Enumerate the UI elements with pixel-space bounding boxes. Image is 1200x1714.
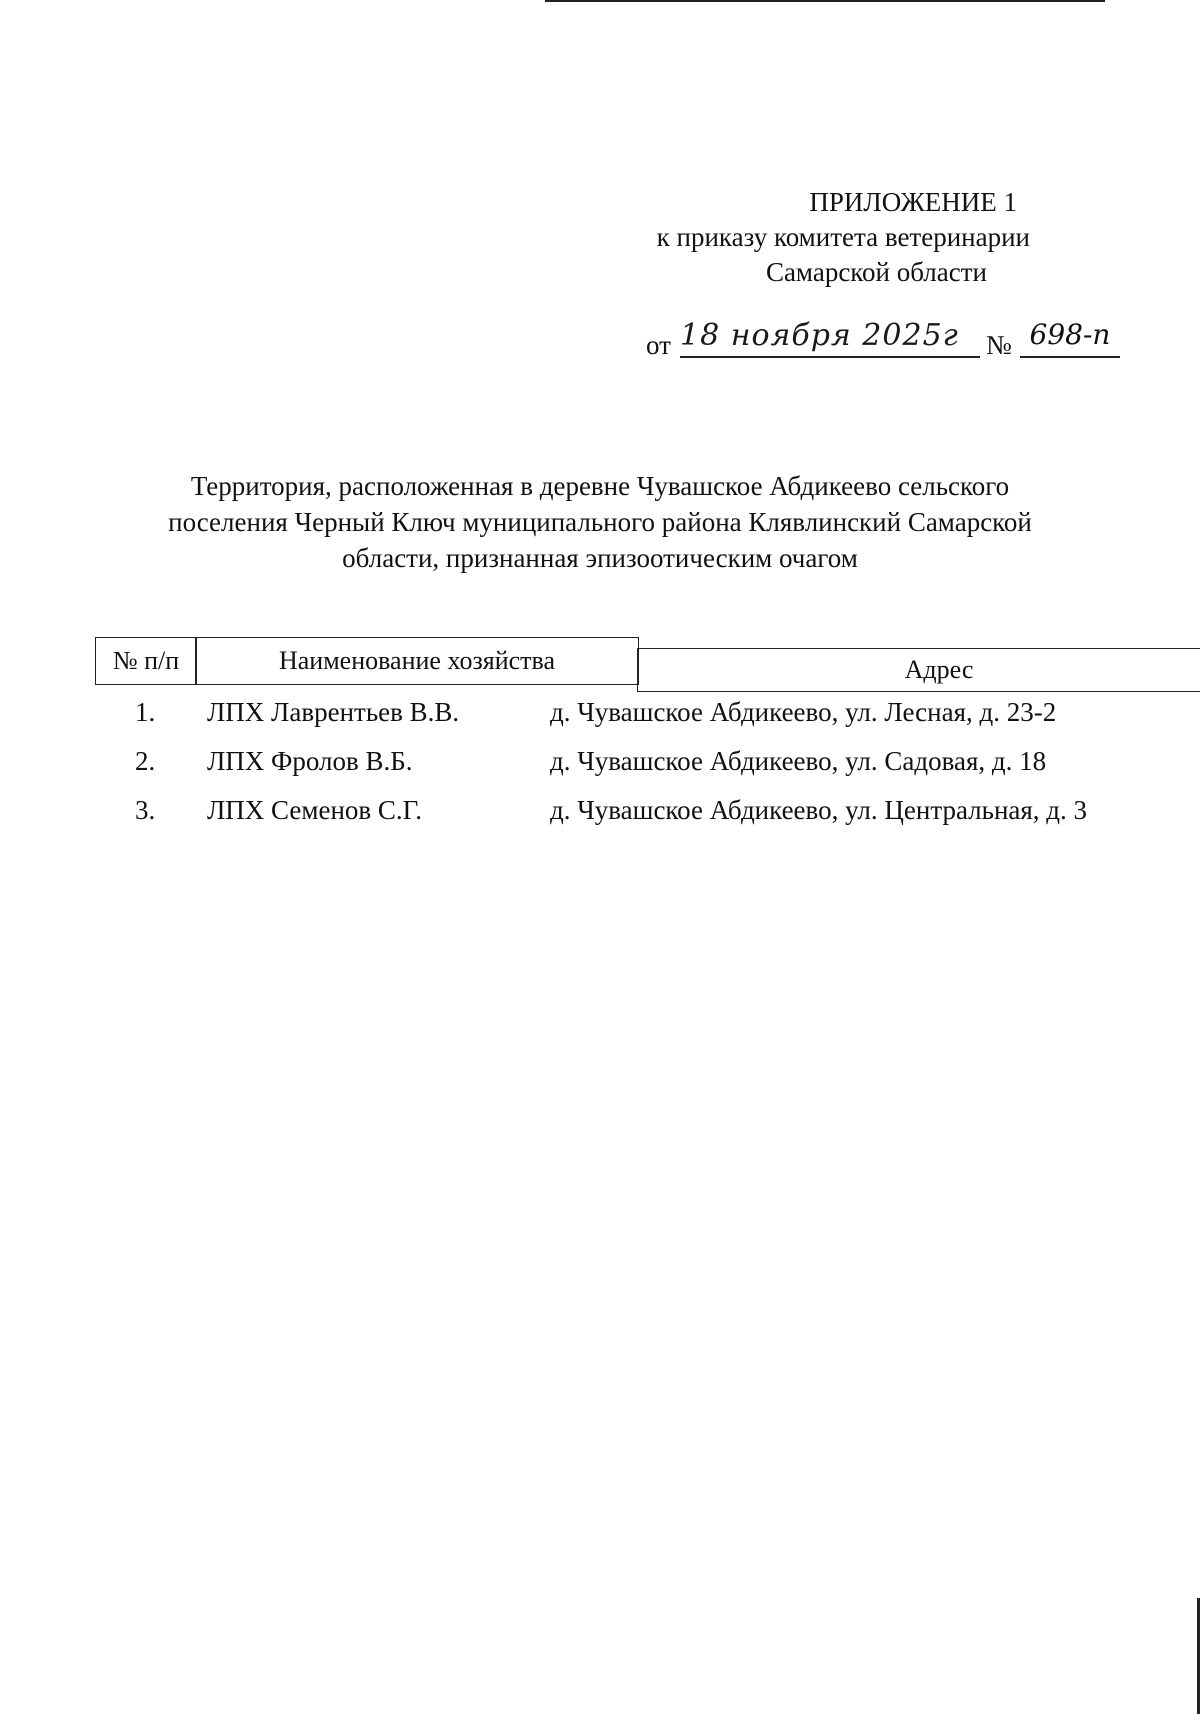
row-household-name: ЛПХ Фролов В.Б. xyxy=(207,746,413,776)
appendix-title: ПРИЛОЖЕНИЕ 1 xyxy=(809,187,1017,217)
header-household-name: Наименование хозяйства xyxy=(195,637,639,685)
row-address: д. Чувашское Абдикеево, ул. Лесная, д. 23-2 xyxy=(550,697,1057,727)
row-household-name: ЛПХ Лаврентьев В.В. xyxy=(207,697,460,727)
title-line: Территория, расположенная в деревне Чувашское Абдикеево сельского xyxy=(190,471,1010,501)
document-title xyxy=(150,468,1050,576)
row-household-name: ЛПХ Семенов С.Г. xyxy=(207,795,422,825)
row-address: д. Чувашское Абдикеево, ул. Центральная, д. 3 xyxy=(550,795,1088,825)
order-number-label: № xyxy=(986,330,1012,360)
order-date-prefix: от xyxy=(646,330,671,360)
order-date-number xyxy=(646,318,1136,366)
row-address: д. Чувашское Абдикеево, ул. Садовая, д. 18 xyxy=(550,746,1047,776)
order-number-handwritten: 698-п xyxy=(1020,318,1120,358)
scan-edge-top xyxy=(545,0,1105,2)
row-number: 3. xyxy=(135,795,156,825)
appendix-header xyxy=(585,185,1105,290)
households-table xyxy=(95,637,1145,844)
row-number: 1. xyxy=(135,697,156,727)
header-address: Адрес xyxy=(637,648,1200,692)
header-number: № п/п xyxy=(95,637,197,685)
appendix-line-region: Самарской области xyxy=(765,257,987,287)
title-line: области, признанная эпизоотическим очагом xyxy=(342,543,858,573)
table-header xyxy=(95,637,1145,687)
table-row xyxy=(95,746,1145,795)
order-date-handwritten: 18 ноября 2025г xyxy=(680,318,980,358)
title-line: поселения Черный Ключ муниципального района Клявлинский Самарской xyxy=(168,507,1032,537)
table-row xyxy=(95,795,1145,844)
table-row xyxy=(95,697,1145,746)
appendix-line-order: к приказу комитета ветеринарии xyxy=(656,222,1030,252)
row-number: 2. xyxy=(135,746,156,776)
